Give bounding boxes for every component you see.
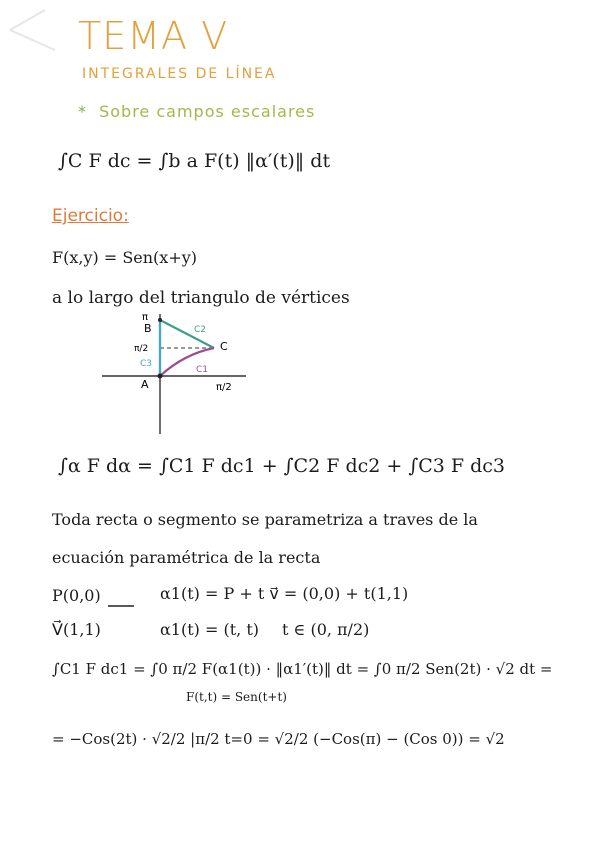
label-c: C (220, 340, 228, 353)
integral-c1: ∫C1 F dc1 = ∫0 π/2 F(α1(t)) · ‖α1′(t)‖ dt = ∫0 π/2 Sen(2t) · √2 dt = (52, 660, 553, 678)
param-alpha1-simplified: α1(t) = (t, t) (160, 620, 259, 639)
text-line-2: ecuación paramétrica de la recta (52, 548, 321, 567)
param-alpha1: α1(t) = P + t v⃗ = (0,0) + t(1,1) (160, 584, 409, 603)
exercise-label: Ejercicio: (52, 206, 129, 226)
label-c3: C3 (140, 359, 153, 369)
section-heading-text: Sobre campos escalares (99, 102, 316, 121)
label-b: B (144, 322, 152, 335)
label-pi-half-right: π/2 (216, 382, 232, 393)
arrow-icon (108, 598, 138, 610)
result-line: = −Cos(2t) · √2/2 |π/2 t=0 = √2/2 (−Cos(π) − (Cos 0)) = √2 (52, 730, 505, 748)
page-title: TEMA V (78, 14, 229, 58)
vertex-b (158, 318, 162, 322)
corner-decoration (0, 0, 70, 60)
integral-sum: ∫α F dα = ∫C1 F dc1 + ∫C2 F dc2 + ∫C3 F dc3 (58, 455, 506, 477)
function-definition: F(x,y) = Sen(x+y) (52, 248, 197, 267)
text-line-1: Toda recta o segmento se parametriza a traves de la (52, 510, 478, 529)
param-range: t ∈ (0, π/2) (282, 620, 370, 639)
label-pi-half-left: π/2 (134, 344, 149, 354)
triangle-diagram (96, 310, 296, 440)
bullet-star-icon: * (78, 102, 87, 121)
section-heading (78, 102, 315, 121)
page-subtitle: INTEGRALES DE LÍNEA (82, 66, 277, 82)
label-c1: C1 (196, 365, 209, 375)
param-point: P(0,0) (52, 586, 101, 605)
path-description: a lo largo del triangulo de vértices (52, 288, 350, 308)
param-vector: V⃗(1,1) (52, 620, 101, 639)
label-a: A (141, 378, 149, 391)
main-formula: ∫C F dc = ∫b a F(t) ‖α′(t)‖ dt (58, 150, 331, 172)
label-pi-top: π (142, 312, 149, 323)
label-c2: C2 (194, 325, 207, 335)
integral-note: F(t,t) = Sen(t+t) (186, 690, 287, 704)
vertex-a (158, 374, 163, 379)
